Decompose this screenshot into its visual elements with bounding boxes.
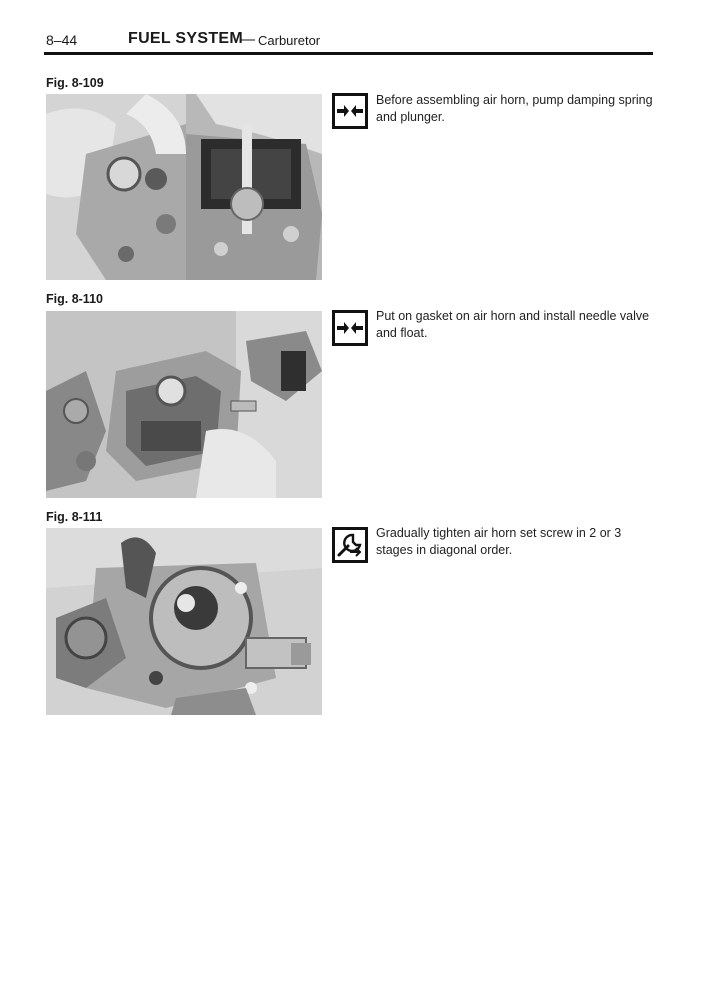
assemble-arrows-icon <box>332 93 368 129</box>
figure-photo-needle-valve-float <box>46 311 322 498</box>
assemble-arrows-icon <box>332 310 368 346</box>
section-title: FUEL SYSTEM <box>128 30 244 47</box>
page-header <box>40 30 655 54</box>
instruction-text: Put on gasket on air horn and install needle valve and float. <box>376 309 650 340</box>
section-subtitle: Carburetor <box>258 33 321 48</box>
figure-photo-air-horn-screws <box>46 528 322 715</box>
title-dash: — <box>240 31 255 48</box>
figure-label: Fig. 8-110 <box>46 292 103 306</box>
page-number: 8–44 <box>46 32 78 48</box>
instruction-text: Gradually tighten air horn set screw in 2 or 3 stages in diagonal order. <box>376 526 622 557</box>
figure-label: Fig. 8-109 <box>46 76 104 90</box>
instruction-text: Before assembling air horn, pump damping spring and plunger. <box>376 93 653 124</box>
wrench-tighten-icon <box>332 527 368 563</box>
header-rule <box>44 52 653 55</box>
figure-label: Fig. 8-111 <box>46 510 103 524</box>
figure-photo-air-horn-plunger <box>46 94 322 280</box>
